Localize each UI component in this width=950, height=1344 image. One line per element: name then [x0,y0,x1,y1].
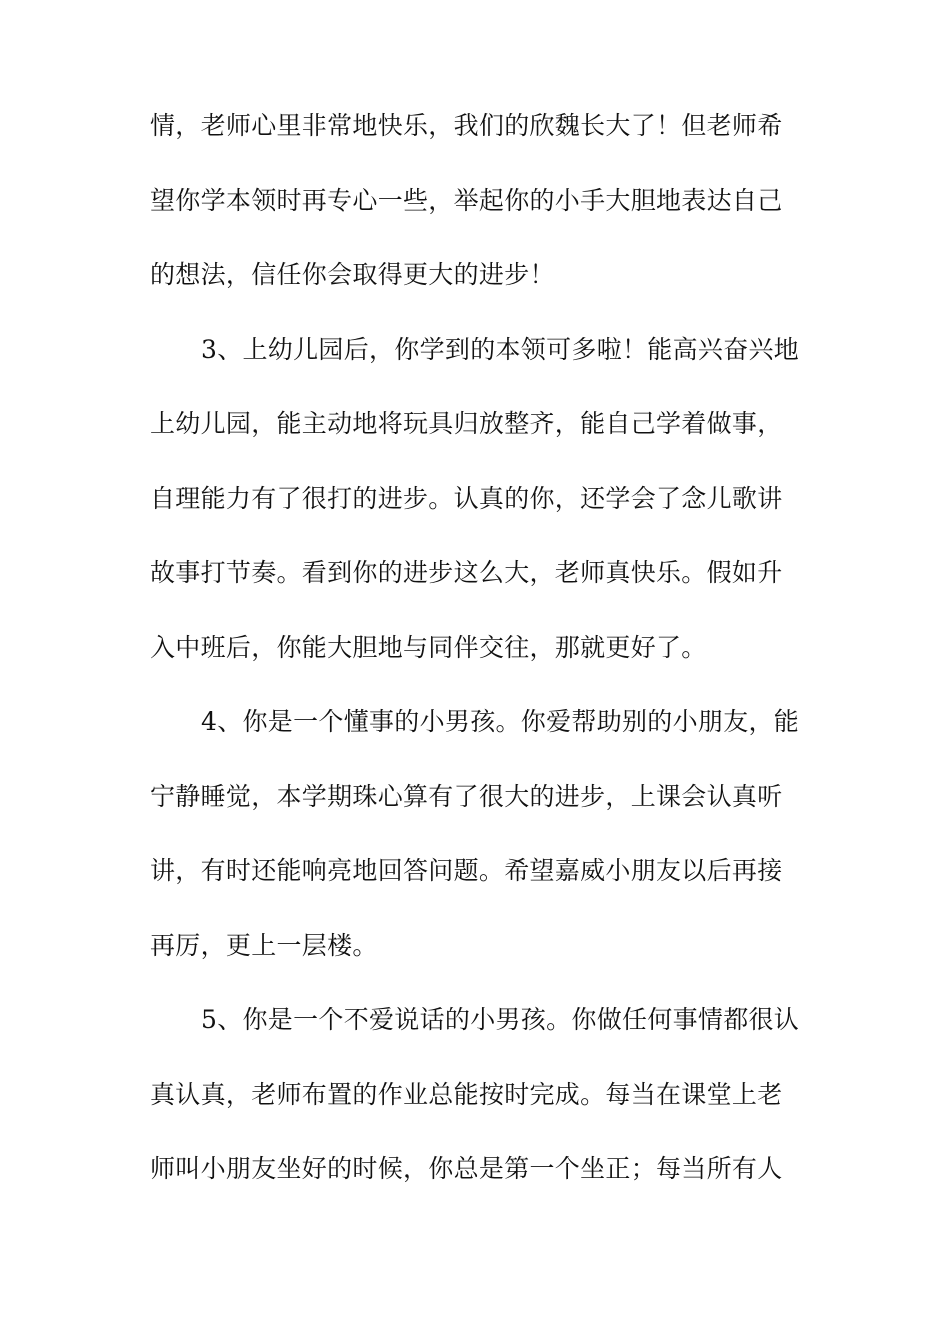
text-line-2: 望你学本领时再专心一些，举起你的小手大胆地表达自己 [150,185,783,215]
text-line-6: 自理能力有了很打的进步。认真的你，还学会了念儿歌讲 [150,483,783,513]
text-line-15: 师叫小朋友坐好的时候，你总是第一个坐正；每当所有人 [150,1154,783,1183]
paragraph-5-start: 5、你是一个不爱说话的小男孩。你做任何事情都很认 [201,1005,800,1034]
paragraph-3-start: 3、上幼儿园后，你学到的本领可多啦！能高兴奋兴地 [201,334,800,364]
document-body [150,109,805,1227]
text-line-5: 上幼儿园，能主动地将玩具归放整齐，能自己学着做事， [150,409,783,438]
paragraph-4-start: 4、你是一个懂事的小男孩。你爱帮助别的小朋友，能 [201,707,800,736]
text-line-10: 宁静睡觉，本学期珠心算有了很大的进步，上课会认真听 [150,781,783,811]
text-line-3: 的想法，信任你会取得更大的进步！ [150,260,555,289]
text-line-8: 入中班后，你能大胆地与同伴交往，那就更好了。 [150,632,707,662]
text-line-1: 情，老师心里非常地快乐，我们的欣魏长大了！但老师希 [150,111,783,140]
text-line-12: 再厉，更上一层楼。 [150,930,378,960]
text-line-14: 真认真，老师布置的作业总能按时完成。每当在课堂上老 [150,1079,783,1109]
text-line-11: 讲，有时还能响亮地回答问题。希望嘉威小朋友以后再接 [150,856,783,885]
text-line-7: 故事打节奏。看到你的进步这么大，老师真快乐。假如升 [150,558,783,587]
